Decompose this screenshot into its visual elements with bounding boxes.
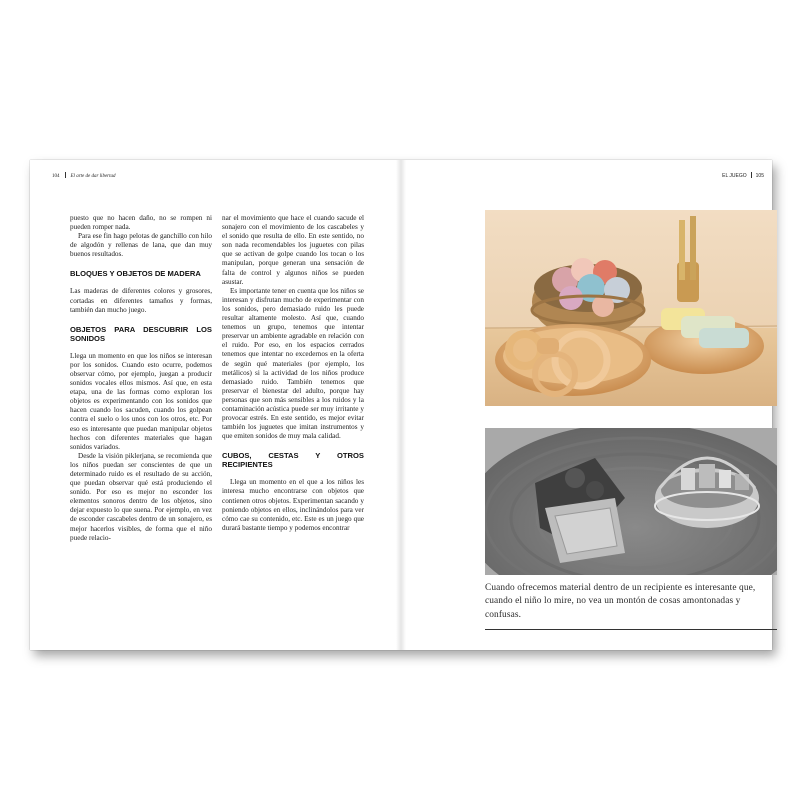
photo-caption: Cuando ofrecemos material dentro de un recipiente es interesante que, cuando el niño lo mire, no vea un montón de cosas amontonadas y confusas. xyxy=(485,583,756,620)
caption-rule xyxy=(485,629,777,630)
photo-basket-with-objects xyxy=(485,428,777,575)
photo-illustration xyxy=(485,210,777,406)
paragraph: Llega un momento en que los niños se interesan por los sonidos. Cuando esto ocurre, podemos observar cómo, por ejemplo, juegan a producir sonidos vocales ellos mismos. Así que, en esta etapa, una de las formas como exploran los objetos es experimentando con los sonidos que hacen cuando los sacuden, cuando los golpean contra el suelo o los unos con los otros, etc. Por eso es interesante que puedan manipular objetos hechos con diferentes materiales que hagan sonidos variados. xyxy=(70,351,212,451)
right-page-number: 105 xyxy=(755,173,764,179)
paragraph: nar el movimiento que hace el cuando sacude el sonajero con el movimiento de los cascabeles y el sonido que resulta de ello. En este sentido, no son nada recomendables los juguetes con pilas que se activan de golpe cuando los tocan o los manipulan, porque generan una sensación de falta de control y algunos niños se pueden asustar. xyxy=(222,214,364,286)
section-title: EL JUEGO xyxy=(722,173,747,179)
paragraph: Para ese fin hago pelotas de ganchillo con hilo de algodón y rellenas de lana, que dan muy buenos resultados. xyxy=(70,232,212,259)
book-spread xyxy=(30,160,772,650)
text-column-2 xyxy=(222,214,364,533)
paragraph: puesto que no hacen daño, no se rompen ni pueden romper nada. xyxy=(70,214,212,232)
left-page-number: 104 xyxy=(52,174,60,179)
right-page xyxy=(401,160,772,650)
left-folio xyxy=(52,172,116,179)
section-heading: BLOQUES Y OBJETOS DE MADERA xyxy=(70,269,201,279)
folio-divider xyxy=(751,172,752,178)
paragraph: Es importante tener en cuenta que los niños se interesan y disfrutan mucho de experimentar con los sonidos, pero demasiado ruido les puede resultar altamente molesto. Así que, cuando tenemos un grupo, tenemos que intentar preservar un ambiente agradable en relación con el ruido. Por eso, en los espacios cerrados tenemos que intentar no excedernos en la oferta de según qué materiales (por ejemplo, los metálicos) si la actividad de los niños produce demasiado ruido. También tenemos que preservar el bienestar del adulto, porque hay personas que son más sensibles a los ruidos y la contaminación acústica puede ser muy irritante y provocar estrés. En este sentido, es mejor evitar también los juguetes que imitan instrumentos y que emiten sonidos de muy mala calidad. xyxy=(222,286,364,441)
running-title: El arte de dar libertad xyxy=(70,174,116,179)
right-folio xyxy=(722,172,764,179)
section-heading: OBJETOS PARA DESCUBRIR LOS SONIDOS xyxy=(70,324,212,343)
text-column-1 xyxy=(70,214,212,543)
paragraph: Desde la visión piklerjana, se recomienda que los niños puedan ser conscientes de que un determinado ruido es el resultado de su acción, que puedan observar qué está produciendo el sonido. Por eso es mejor no esconder los elementos sonoros dentro de los objetos, sino dejar expuesto lo que suena. Por ejemplo, en vez de esconder cascabeles dentro de un sonajero, es mejor hacerlos visibles, de forma que el niño puede relacio- xyxy=(70,451,212,542)
folio-divider xyxy=(65,172,66,178)
photo-crochet-balls-wooden-rings xyxy=(485,210,777,406)
section-heading: CUBOS, CESTAS Y OTROS RECIPIENTES xyxy=(222,451,364,470)
paragraph: Llega un momento en el que a los niños les interesa mucho encontrarse con objetos que contienen otros objetos. Experimentan sacando y poniendo objetos en ellos, inclinándolos para ver cómo cae su contenido, etc. Este es un juego que durará bastante tiempo y podemos encontrar xyxy=(222,478,364,532)
left-page xyxy=(30,160,401,650)
paragraph: Las maderas de diferentes colores y grosores, cortadas en diferentes tamaños y formas, también dan mucho juego. xyxy=(70,287,212,314)
photo-illustration xyxy=(485,428,777,575)
